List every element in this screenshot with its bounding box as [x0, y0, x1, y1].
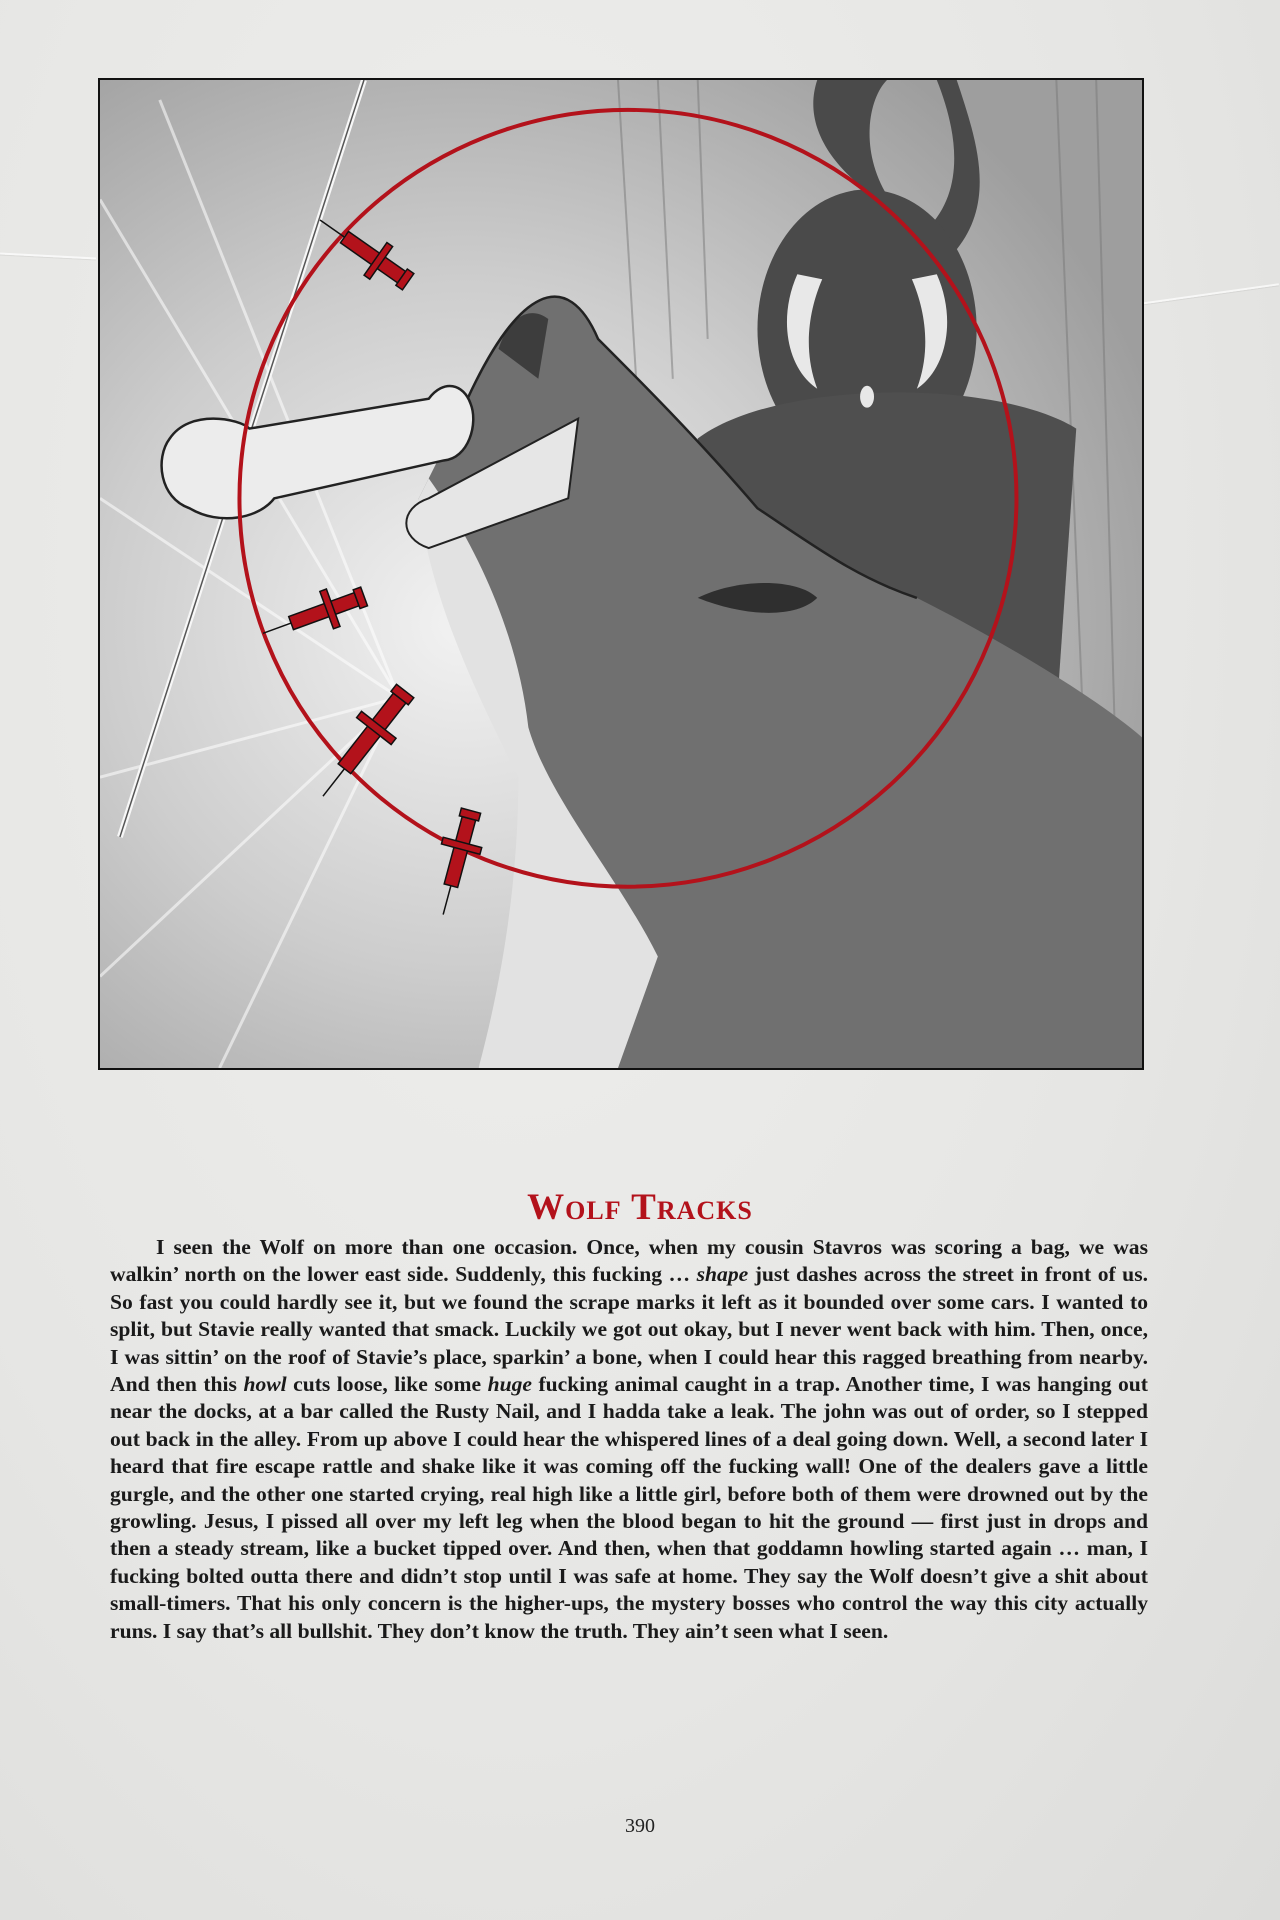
body-text-segment: just dashes across the street in front of us. So fast you could hardly see it, but we found the scrape marks it left as it bounded over some cars. I wanted to split, but Stavie really wanted that smack. Luckily we got out okay, but I never went back with him. Then, once, I was sittin’ on the roof of Stavie’s place, sparkin’ a bone, when I could hear this ragged breathing from nearby. And then this [110, 1262, 1148, 1397]
page-number: 390 [625, 1815, 655, 1837]
howling-wolf-illustration [100, 80, 1142, 1068]
emphasis-text: huge [487, 1372, 532, 1397]
article-body [110, 1234, 1148, 1645]
body-text-segment: I seen the Wolf on more than one occasion. Once, when my cousin Stavros was scoring a bag, we was walkin’ north on the lower east side. Suddenly, this fucking … [110, 1235, 1148, 1287]
body-text-segment: fucking animal caught in a trap. Another time, I was hanging out near the docks, at a bar called the Rusty Nail, and I hadda take a leak. The john was out of order, so I stepped out back in the alley. From up above I could hear the whispered lines of a deal going down. Well, a second later I heard that fire escape rattle and shake like it was coming off the fucking wall! One of the dealers gave a little gurgle, and the other one started crying, real high like a little girl, before both of them were drowned out by the growling. Jesus, I pissed all over my left leg when the blood began to hit the ground — first just in drops and then a steady stream, like a bucket tipped over. And then, when that goddamn howling started again … man, I fucking bolted outta there and didn’t stop until I was safe at home. They say the Wolf doesn’t give a shit about small-timers. That his only concern is the higher-ups, the mystery bosses who control the way this city actually runs. I say that’s all bullshit. They don’t know the truth. They ain’t seen what I seen. [110, 1372, 1148, 1643]
emphasis-text: shape [696, 1262, 749, 1287]
article-title: Wolf Tracks [527, 1187, 753, 1228]
emphasis-text: howl [243, 1372, 287, 1397]
body-text-segment: cuts loose, like some [286, 1372, 488, 1397]
wolf-illustration [98, 78, 1144, 1070]
